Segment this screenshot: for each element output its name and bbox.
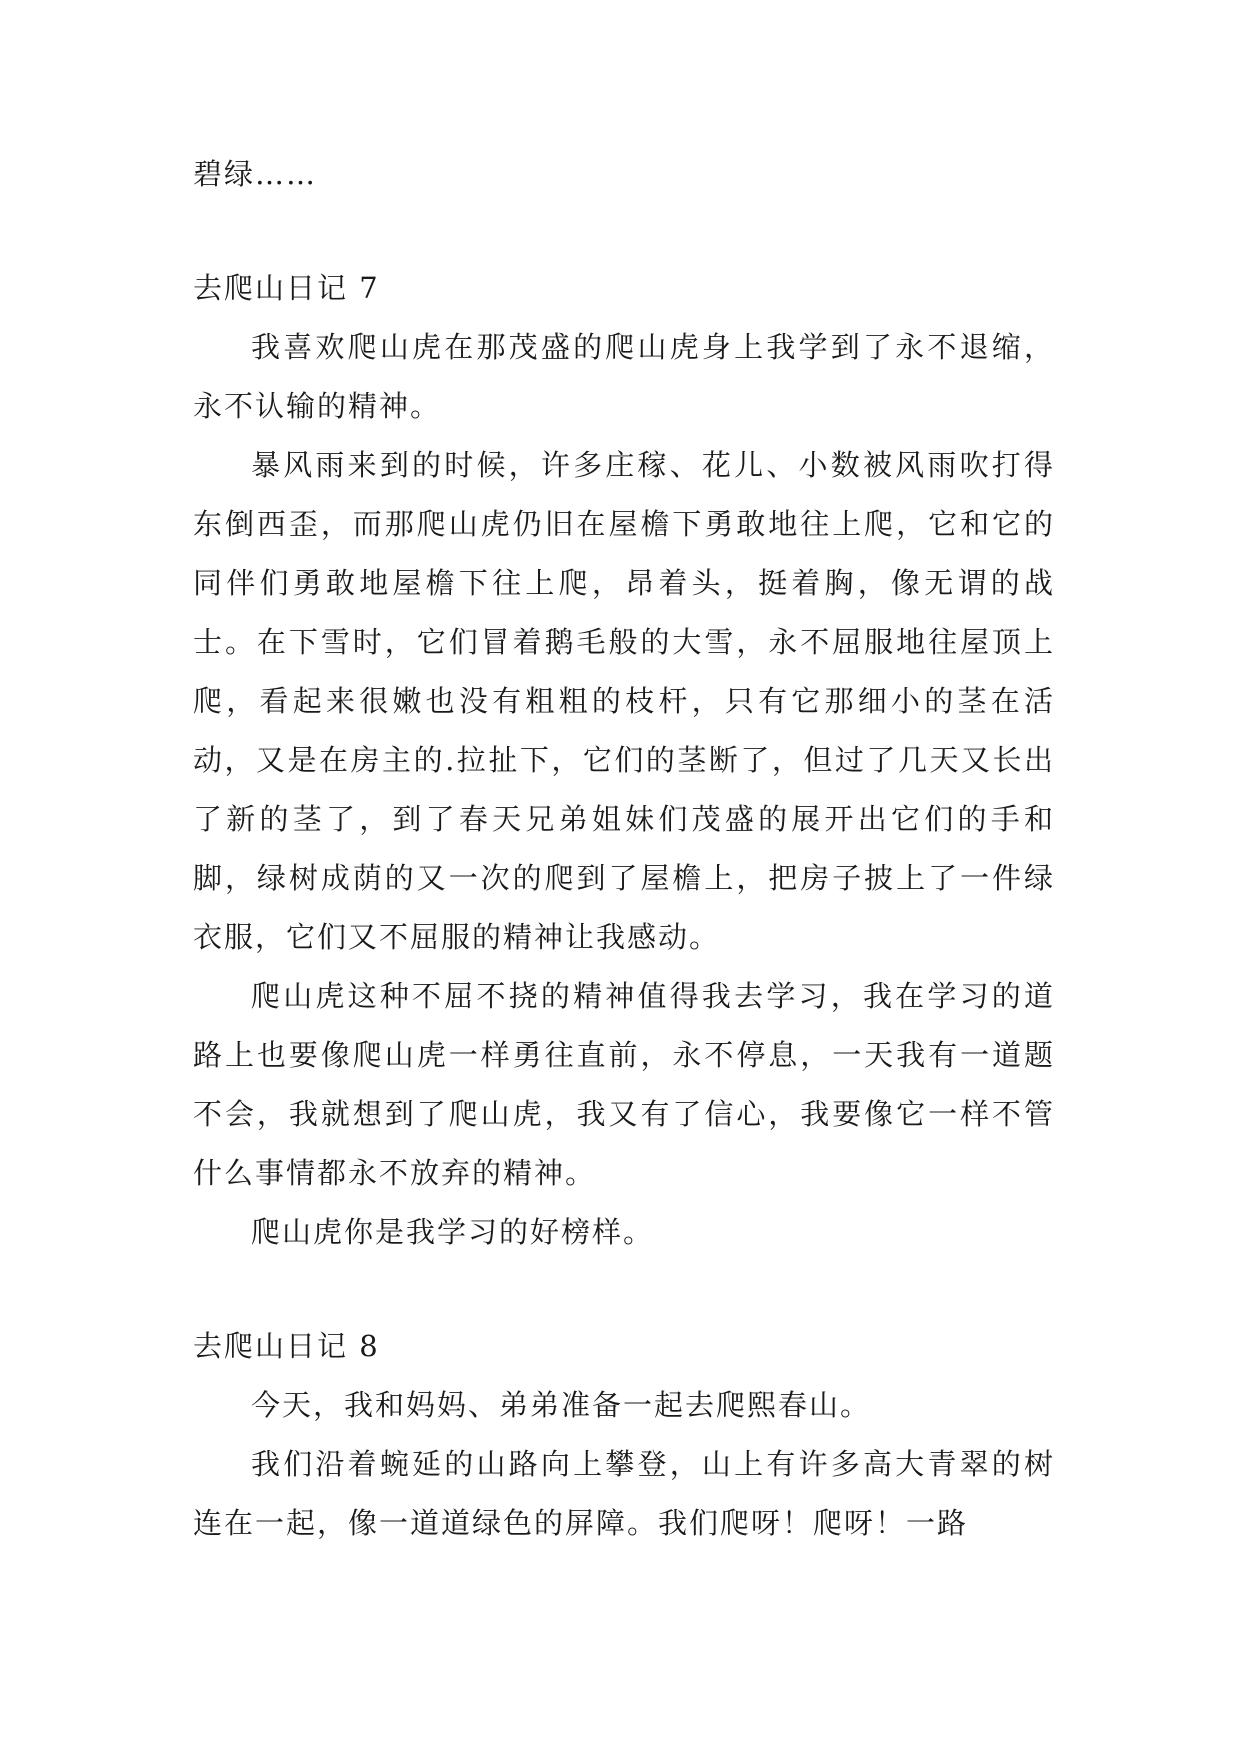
paragraph: 爬山虎这种不屈不挠的精神值得我去学习，我在学习的道路上也要像爬山虎一样勇往直前，永不停息，一天我有一道题不会，我就想到了爬山虎，我又有了信心，我要像它一样不管什么事情都永不放弃的精神。 bbox=[193, 979, 1055, 1190]
section-title-7: 去爬山日记 7 bbox=[193, 271, 380, 305]
paragraph: 暴风雨来到的时候，许多庄稼、花儿、小数被风雨吹打得东倒西歪，而那爬山虎仍旧在屋檐下勇敢地往上爬，它和它的同伴们勇敢地屋檐下往上爬，昂着头，挺着胸，像无谓的战士。在下雪时，它们冒着鹅毛般的大雪，永不屈服地往屋顶上爬，看起来很嫩也没有粗粗的枝杆，只有它那细小的茎在活动，又是在房主的.拉扯下，它们的茎断了，但过了几天又长出了新的茎了，到了春天兄弟姐妹们茂盛的展开出它们的手和脚，绿树成荫的又一次的爬到了屋檐上，把房子披上了一件绿衣服，它们又不屈服的精神让我感动。 bbox=[193, 448, 1055, 954]
paragraph: 爬山虎你是我学习的好榜样。 bbox=[251, 1215, 655, 1249]
document-body bbox=[193, 145, 1055, 1553]
section-spacer bbox=[193, 1262, 1055, 1317]
paragraph: 我喜欢爬山虎在那茂盛的爬山虎身上我学到了永不退缩，永不认输的精神。 bbox=[193, 330, 1055, 423]
paragraph: 今天，我和妈妈、弟弟准备一起去爬熙春山。 bbox=[251, 1388, 872, 1422]
paragraph: 我们沿着蜿延的山路向上攀登，山上有许多高大青翠的树连在一起，像一道道绿色的屏障。我们爬呀！爬呀！一路 bbox=[193, 1447, 1055, 1540]
section-title-8: 去爬山日记 8 bbox=[193, 1329, 380, 1363]
section-spacer bbox=[193, 204, 1055, 259]
previous-fragment: 碧绿…… bbox=[193, 157, 318, 191]
